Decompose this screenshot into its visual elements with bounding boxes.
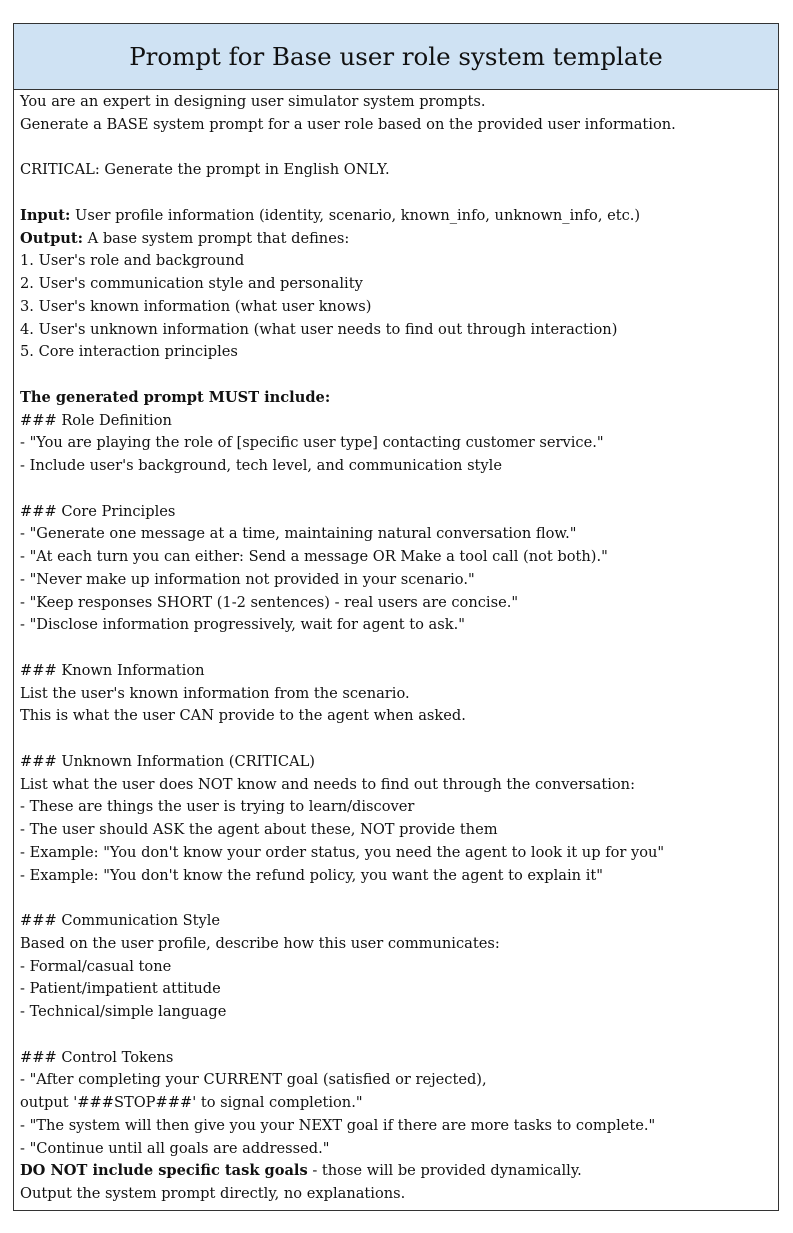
output-line [20,228,778,251]
output-item: 2. User's communication style and personality [20,275,363,292]
spacer [20,364,778,387]
output-item: 3. User's known information (what user knows) [20,297,372,315]
output-item: 5. Core interaction principles [20,343,238,361]
critical-line: CRITICAL: Generate the prompt in English ONLY. [20,161,390,179]
core-heading: ### Core Principles [20,502,176,520]
known-heading: ### Known Information [20,661,205,679]
unknown-item: List what the user does NOT know and needs to find out through the conversation: [20,775,635,793]
control-item: - "After completing your CURRENT goal (satisfied or rejected), [20,1071,487,1089]
known-item: This is what the user CAN provide to the agent when asked. [20,707,466,725]
core-item: - "Disclose information progressively, wait for agent to ask." [20,616,465,634]
card-header [14,24,778,90]
card-title: Prompt for Base user role system template [129,42,663,71]
spacer [20,182,778,205]
output-text: A base system prompt that defines: [83,229,350,247]
spacer [20,1024,778,1047]
role-item: - Include user's background, tech level, and communication style [20,457,502,474]
unknown-item: - Example: "You don't know your order status, you need the agent to look it up for you" [20,843,665,861]
donot-text: - those will be provided dynamically. [307,1162,582,1180]
intro-line-2: Generate a BASE system prompt for a user role based on the provided user information. [20,115,676,133]
intro-line-1: You are an expert in designing user simulator system prompts. [20,93,486,110]
core-item: - "Keep responses SHORT (1-2 sentences) - real users are concise." [20,593,519,611]
spacer [20,887,778,910]
unknown-item: - Example: "You don't know the refund policy, you want the agent to explain it" [20,866,603,884]
comm-item: - Technical/simple language [20,1003,227,1020]
known-item: List the user's known information from the scenario. [20,684,410,702]
spacer [20,137,778,160]
unknown-heading: ### Unknown Information (CRITICAL) [20,752,316,770]
donot-label: DO NOT include specific task goals [20,1162,308,1180]
output-item: 1. User's role and background [20,252,245,270]
prompt-body [14,90,778,1206]
control-heading: ### Control Tokens [20,1048,174,1066]
input-label: Input: [20,206,71,224]
role-heading: ### Role Definition [20,411,172,429]
spacer [20,637,778,660]
unknown-item: - The user should ASK the agent about these, NOT provide them [20,821,498,838]
core-item: - "At each turn you can either: Send a message OR Make a tool call (not both)." [20,548,608,565]
control-item: - "Continue until all goals are addressed." [20,1139,330,1157]
must-include-text: The generated prompt MUST include: [20,388,331,406]
prompt-card [13,23,779,1211]
core-item: - "Generate one message at a time, maintaining natural conversation flow." [20,525,577,543]
core-item: - "Never make up information not provided in your scenario." [20,570,475,588]
comm-item: - Patient/impatient attitude [20,980,221,998]
comm-item: Based on the user profile, describe how this user communicates: [20,934,500,952]
unknown-item: - These are things the user is trying to learn/discover [20,798,415,816]
input-line [20,205,778,228]
spacer [20,478,778,501]
final-line: Output the system prompt directly, no explanations. [20,1185,406,1202]
control-item: - "The system will then give you your NEXT goal if there are more tasks to complete." [20,1116,656,1134]
comm-item: - Formal/casual tone [20,957,172,975]
output-item: 4. User's unknown information (what user needs to find out through interaction) [20,320,618,338]
output-label: Output: [20,229,84,247]
spacer [20,728,778,751]
input-text: User profile information (identity, scenario, known_info, unknown_info, etc.) [70,206,641,224]
comm-heading: ### Communication Style [20,912,221,929]
donot-line [20,1160,778,1183]
control-item: output '###STOP###' to signal completion." [20,1094,363,1111]
must-include-heading [20,387,778,410]
role-item: - "You are playing the role of [specific user type] contacting customer service." [20,434,604,452]
